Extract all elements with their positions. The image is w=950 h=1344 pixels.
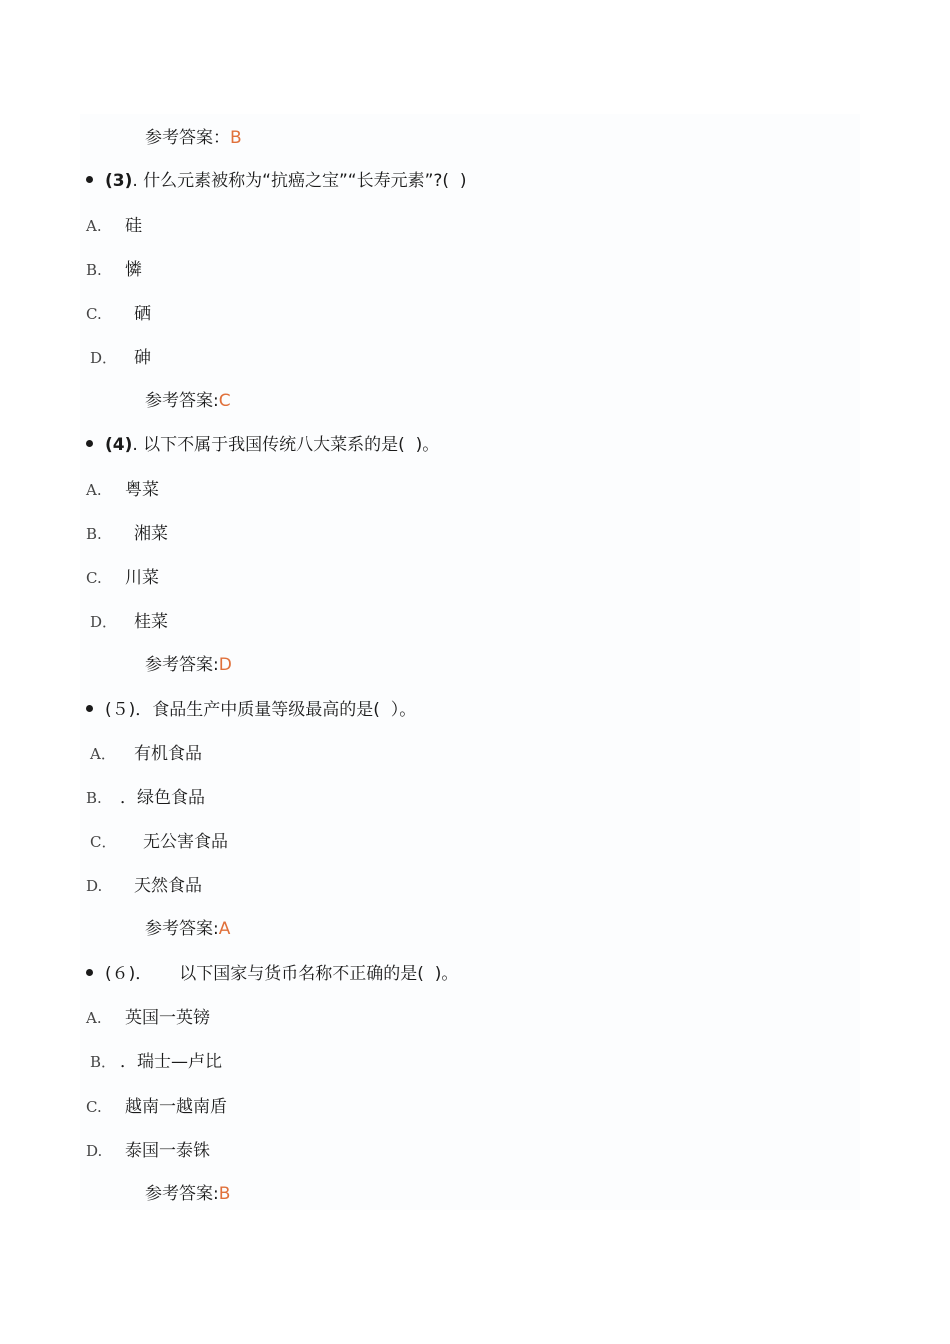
option-letter: B. xyxy=(86,789,102,807)
option-letter: A. xyxy=(86,481,102,499)
option-letter: C. xyxy=(86,305,102,323)
option-text: 憐 xyxy=(125,260,142,280)
option-letter: B． xyxy=(90,1053,117,1071)
option-text: 川菜 xyxy=(125,568,159,588)
bullet-icon xyxy=(86,705,93,712)
option-letter: B. xyxy=(86,261,102,279)
bullet-icon xyxy=(86,969,93,976)
option-letter: C. xyxy=(86,569,102,587)
option xyxy=(86,742,202,766)
reference-answer xyxy=(145,389,231,413)
answer-label: 参考答案: xyxy=(145,391,219,411)
question-4 xyxy=(86,433,439,457)
option xyxy=(86,1095,227,1119)
question-5 xyxy=(86,698,416,722)
option-text: 砷 xyxy=(134,348,151,368)
option xyxy=(86,1139,210,1163)
question-number: (3) xyxy=(105,171,133,191)
reference-answer xyxy=(145,653,232,677)
option xyxy=(86,522,168,546)
option-text: 桂菜 xyxy=(134,612,168,632)
option-letter: D. xyxy=(86,877,103,895)
answer-value: C xyxy=(218,391,231,411)
reference-answer xyxy=(145,917,230,941)
reference-answer xyxy=(145,126,242,150)
answer-value: A xyxy=(218,919,231,939)
option xyxy=(86,302,151,326)
option xyxy=(86,786,205,810)
question-text: . 什么元素被称为“抗癌之宝”“长寿元素”?( ) xyxy=(132,171,467,191)
option-text: ．绿色食品 xyxy=(120,788,205,808)
answer-value: D xyxy=(218,655,232,675)
option-letter: B. xyxy=(86,525,102,543)
option-letter: C. xyxy=(86,1098,102,1116)
bullet-icon xyxy=(86,176,93,183)
question-number: (4) xyxy=(105,435,133,455)
question-6 xyxy=(86,962,458,986)
option xyxy=(86,566,159,590)
option-letter: A. xyxy=(86,217,102,235)
option-text: 硒 xyxy=(134,304,151,324)
option-text: ．瑞士—卢比 xyxy=(120,1052,222,1072)
option-text: 越南一越南盾 xyxy=(125,1097,227,1117)
question-text: ． 以下国家与货币名称不正确的是( )。 xyxy=(135,964,459,984)
option-letter: D． xyxy=(90,349,118,367)
answer-label: 参考答案： xyxy=(145,128,230,148)
question-number: (５) xyxy=(105,700,136,720)
option-text: 粤菜 xyxy=(125,480,159,500)
option-text: 天然食品 xyxy=(134,876,202,896)
option xyxy=(86,610,168,634)
option-text: 英国一英镑 xyxy=(125,1008,210,1028)
answer-label: 参考答案: xyxy=(145,1184,219,1204)
question-number: (６) xyxy=(105,964,136,984)
answer-label: 参考答案: xyxy=(145,655,219,675)
option xyxy=(86,1050,222,1074)
option xyxy=(86,478,159,502)
reference-answer xyxy=(145,1182,230,1206)
option-text: 硅 xyxy=(125,216,142,236)
option-letter: A. xyxy=(86,1009,102,1027)
option-letter: D. xyxy=(86,1142,103,1160)
answer-label: 参考答案: xyxy=(145,919,219,939)
option-letter: A． xyxy=(90,745,116,763)
answer-value: B xyxy=(230,128,242,148)
answer-value: B xyxy=(218,1184,231,1204)
option xyxy=(86,830,228,854)
option-text: 有机食品 xyxy=(134,744,202,764)
option-text: 泰国一泰铢 xyxy=(125,1141,210,1161)
option-text: 湘菜 xyxy=(134,524,168,544)
option-letter: C． xyxy=(90,833,117,851)
question-text: . 以下不属于我国传统八大菜系的是( )。 xyxy=(132,435,440,455)
option xyxy=(86,214,142,238)
question-text: ．食品生产中质量等级最高的是( ）。 xyxy=(135,700,417,720)
option xyxy=(86,874,202,898)
option-letter: D． xyxy=(90,613,118,631)
question-3 xyxy=(86,169,467,193)
option xyxy=(86,1006,210,1030)
option xyxy=(86,346,151,370)
option-text: 无公害食品 xyxy=(143,832,228,852)
option xyxy=(86,258,142,282)
bullet-icon xyxy=(86,440,93,447)
